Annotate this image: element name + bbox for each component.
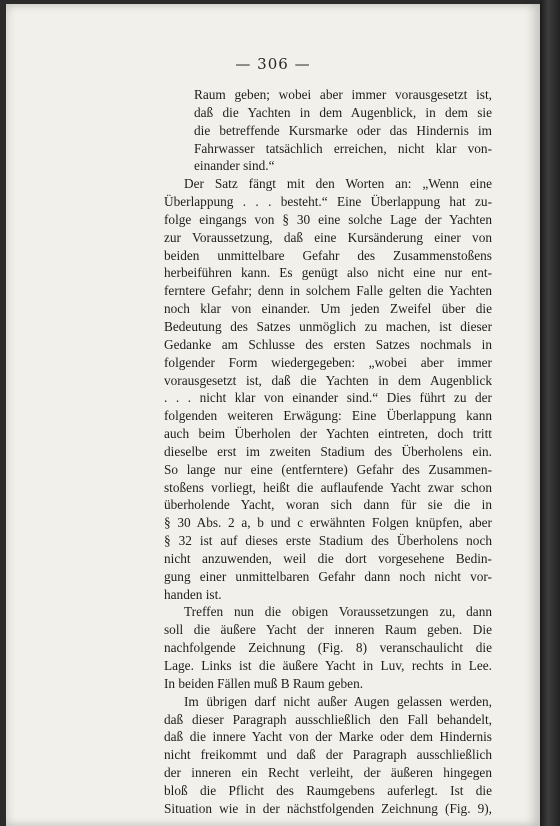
text-line: herbeiführen kann. Es genügt also nicht eine nur ent- [164, 265, 492, 281]
text-line: überholende Yacht, woran sich dann für sie die in [164, 497, 492, 513]
text-line: Gedanke am Schlusse des ersten Satzes nochmals in [164, 336, 492, 352]
text-line: § 32 ist auf dieses erste Stadium des Überholens noch [164, 533, 492, 549]
text-line: Im übrigen darf nicht außer Augen gelassen werden, [184, 693, 492, 709]
text-line: die betreffende Kursmarke oder das Hindernis im [194, 122, 492, 138]
book-page [6, 4, 540, 826]
text-line: folgender Form wiedergegeben: „wobei aber immer [164, 354, 492, 370]
text-line: Der Satz fängt mit den Worten an: „Wenn eine [184, 176, 492, 192]
text-line: noch klar von einander. Um jeden Zweifel über die [164, 301, 492, 317]
text-line: bloß die Pflicht des Raumgebens auferlegt. Ist die [164, 782, 492, 798]
text-line: nicht anzuwenden, weil die dort vorgesehene Bedin- [164, 550, 492, 566]
text-line: In beiden Fällen muß B Raum geben. [164, 675, 364, 691]
text-line: ferntere Gefahr; denn in solchem Falle gelten die Yachten [164, 283, 492, 299]
text-line: Situation wie in der nächstfolgenden Zeichnung (Fig. 9), [164, 800, 492, 816]
text-line: daß die Yachten in dem Augenblick, in dem sie [194, 104, 492, 120]
text-line: nachfolgende Zeichnung (Fig. 8) veranschaulicht die [164, 640, 492, 656]
text-line: § 30 Abs. 2 a, b und c erwähnten Folgen knüpfen, aber [164, 515, 492, 531]
page-number: — 306 — [235, 55, 311, 73]
text-line: Treffen nun die obigen Voraussetzungen zu, dann [184, 604, 492, 620]
text-line: soll die äußere Yacht der inneren Raum geben. Die [164, 622, 492, 638]
text-line: folgenden weiteren Erwägung: Eine Überlappung kann [164, 408, 492, 424]
text-line: auch beim Überholen der Yachten eintreten, doch tritt [164, 426, 492, 442]
text-line: daß dieser Paragraph ausschließlich den Fall behandelt, [164, 711, 492, 727]
text-line: . . . nicht klar von einander sind.“ Dies führt zu der [164, 390, 492, 406]
text-line: vorausgesetzt ist, daß die Yachten in dem Augenblick [164, 372, 492, 388]
text-line: So lange nur eine (entferntere) Gefahr des Zusammen- [164, 461, 492, 477]
text-line: Raum geben; wobei aber immer vorausgesetzt ist, [194, 87, 492, 102]
text-line: beiden unmittelbare Gefahr des Zusammenstoßens [164, 247, 492, 263]
text-line: dieselbe erst im zweiten Stadium des Überholens ein. [164, 443, 492, 459]
body-text [164, 86, 492, 818]
text-line: folge eingangs von § 30 eine solche Lage der Yachten [164, 211, 492, 227]
text-line: handen ist. [164, 586, 222, 602]
text-line: Fahrwasser tatsächlich erreichen, nicht klar von- [194, 140, 492, 156]
text-line: Lage. Links ist die äußere Yacht in Luv, rechts in Lee. [164, 658, 492, 673]
text-line: Überlappung . . . besteht.“ Eine Überlappung hat zu- [164, 194, 492, 210]
text-line: daß die innere Yacht von der Marke oder dem Hindernis [164, 729, 492, 745]
text-line: stoßens vorliegt, heißt die auflaufende Yacht zwar schon [164, 479, 492, 495]
text-line: der inneren ein Recht verleiht, der äußeren hingegen [164, 765, 492, 781]
text-line: nicht freikommt und daß der Paragraph ausschließlich [164, 747, 492, 763]
text-line: zur Voraussetzung, daß eine Kursänderung einer von [164, 229, 492, 245]
text-line: Bedeutung des Satzes unmöglich zu machen, ist dieser [164, 318, 492, 334]
book-spine [540, 0, 560, 826]
text-line: einander sind.“ [194, 158, 275, 174]
text-line: gung einer unmittelbaren Gefahr dann noch nicht vor- [164, 568, 492, 584]
